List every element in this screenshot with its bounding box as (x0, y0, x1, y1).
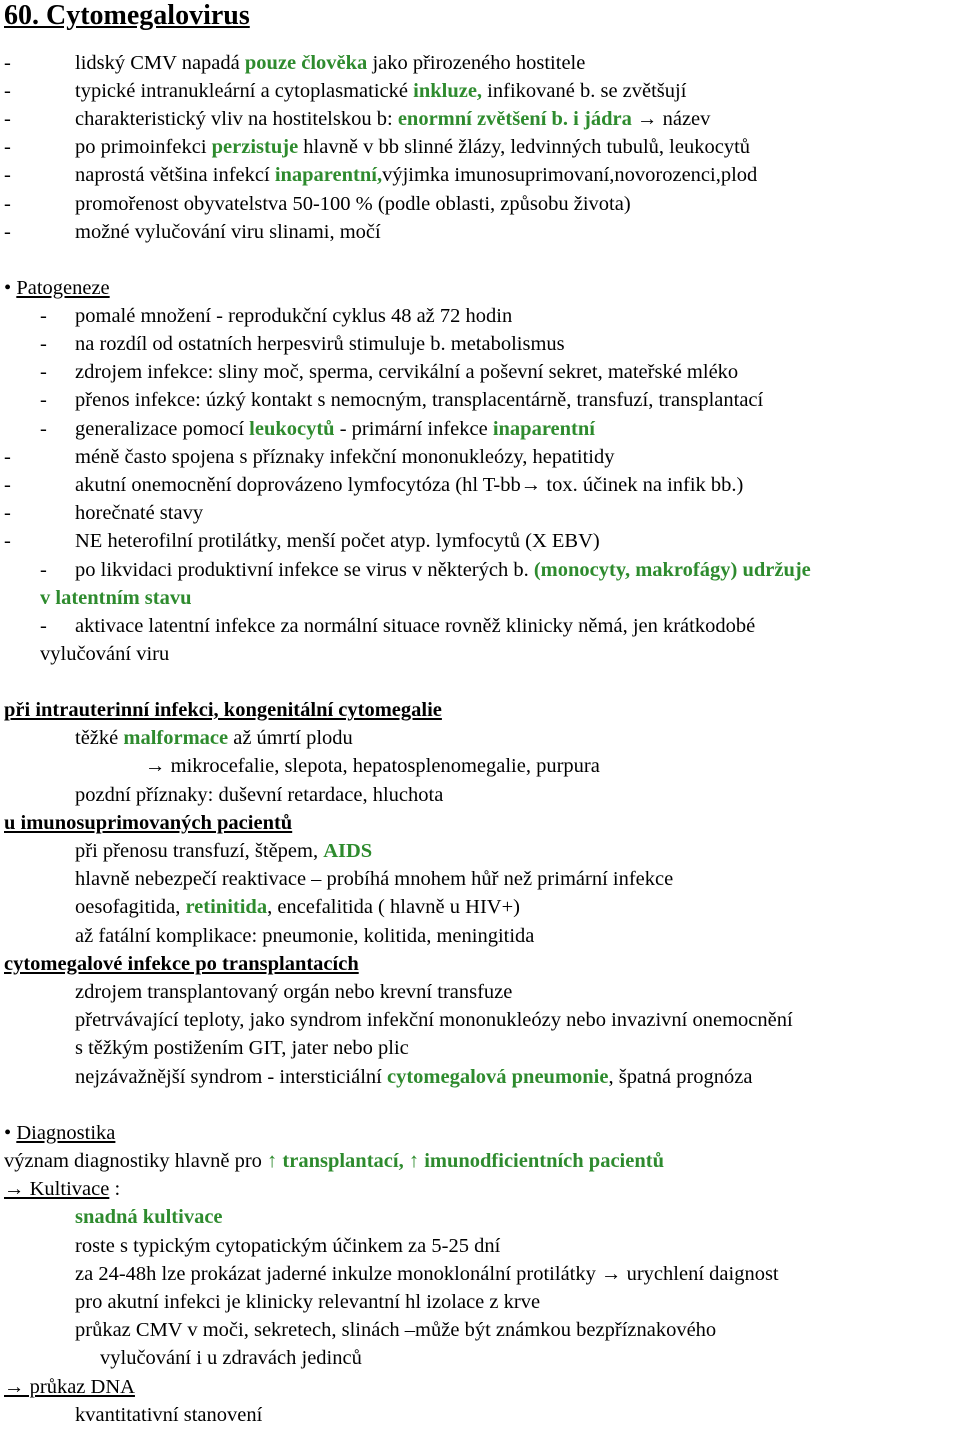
list-dash: - (40, 615, 47, 637)
line-text (4, 1375, 135, 1399)
line-text (4, 698, 442, 722)
text-run: lidský CMV napadá (75, 52, 245, 74)
text-run: jako přirozeného hostitele (367, 52, 586, 74)
highlighted-term: inaparentní (492, 418, 595, 440)
line-text (75, 51, 585, 75)
line-text (75, 135, 750, 159)
list-dash: - (4, 136, 11, 158)
highlighted-term: retinitida (185, 896, 268, 918)
line-text (75, 107, 710, 131)
line-text (75, 895, 520, 919)
line-text (75, 924, 534, 948)
line-text (75, 980, 512, 1004)
heading-text: u imunosuprimovaných pacientů (4, 812, 293, 834)
text-run: pozdní příznaky: duševní retardace, hluchota (75, 784, 444, 806)
text-run: průkaz CMV v moči, sekretech, slinách –může být známkou bezpříznakového (75, 1319, 717, 1341)
text-run: charakteristický vliv na hostitelskou b: (75, 108, 398, 130)
highlighted-term: (monocyty, makrofágy) udržuje (533, 559, 811, 581)
heading-text: Patogeneze (16, 277, 110, 299)
text-run: NE heterofilní protilátky, menší počet atyp. lymfocytů (X EBV) (75, 530, 600, 552)
highlighted-term: pouze člověka (244, 52, 368, 74)
text-run: nejzávažnější syndrom - intersticiální (75, 1066, 387, 1088)
text-run: kvantitativní stanovení (75, 1404, 263, 1426)
text-run: na rozdíl od ostatních herpesvirů stimuluje b. metabolismus (75, 333, 565, 355)
list-dash: - (4, 502, 11, 524)
line-text (75, 304, 512, 328)
text-run: až fatální komplikace: pneumonie, kolitida, meningitida (75, 925, 535, 947)
text-run: , špatná prognóza (608, 1066, 753, 1088)
text-run: význam diagnostiky hlavně pro (4, 1150, 268, 1172)
text-run: zdrojem infekce: sliny moč, sperma, cervikální a poševní sekret, mateřské mléko (75, 361, 739, 383)
highlighted-term: snadná kultivace (75, 1206, 223, 1228)
text-run: méně často spojena s příznaky infekční mononukleózy, hepatitidy (75, 446, 615, 468)
line-text (75, 501, 203, 525)
line-text (4, 1149, 664, 1173)
highlighted-term: enormní zvětšení b. i jádra (397, 108, 632, 130)
list-dash: - (40, 305, 47, 327)
text-run: přetrvávající teploty, jako syndrom infekční mononukleózy nebo invazivní onemocnění (75, 1009, 793, 1031)
text-run: - primární infekce (334, 418, 493, 440)
highlighted-term: ↑ transplantací, ↑ imunodficientních pacientů (267, 1150, 664, 1172)
line-text (75, 529, 600, 553)
highlighted-term: leukocytů (249, 418, 335, 440)
highlighted-term: AIDS (323, 840, 373, 862)
line-text (75, 1290, 540, 1314)
line-text (75, 388, 763, 412)
line-text (75, 614, 755, 638)
line-text (75, 445, 615, 469)
text-run: horečnaté stavy (75, 502, 204, 524)
text-run: s těžkým postižením GIT, jater nebo plic (75, 1037, 409, 1059)
highlighted-term: inkluze, (413, 80, 483, 102)
heading-text: → Kultivace (4, 1178, 110, 1200)
heading-text: cytomegalové infekce po transplantacích (4, 953, 359, 975)
line-text (75, 1318, 716, 1342)
line-text (75, 783, 443, 807)
line-text (4, 952, 359, 976)
text-run: při přenosu transfuzí, štěpem, (75, 840, 324, 862)
list-dash: - (4, 530, 11, 552)
list-dash: - (40, 361, 47, 383)
text-run: typické intranukleární a cytoplasmatické (75, 80, 414, 102)
text-run: za 24-48h lze prokázat jaderné inkulze monoklonální protilátky → urychlení daignost (75, 1263, 779, 1285)
line-text (145, 754, 600, 778)
text-run: hlavně nebezpečí reaktivace – probíhá mnohem hůř než primární infekce (75, 868, 674, 890)
text-run: generalizace pomocí (75, 418, 250, 440)
list-dash: - (4, 108, 11, 130)
text-run: akutní onemocnění doprovázeno lymfocytóza (hl T-bb→ tox. účinek na infik bb.) (75, 474, 744, 496)
line-text (75, 473, 743, 497)
text-run: oesofagitida, (75, 896, 186, 918)
line-text (75, 192, 631, 216)
line-text (100, 1346, 362, 1370)
text-run: možné vylučování viru slinami, močí (75, 221, 381, 243)
line-text (75, 1008, 793, 1032)
highlighted-term: cytomegalová pneumonie (386, 1066, 609, 1088)
list-dash: - (4, 52, 11, 74)
text-run: naprostá většina infekcí (75, 164, 275, 186)
text-run: přenos infekce: úzký kontakt s nemocným, transplacentárně, transfuzí, transplantací (75, 389, 764, 411)
text-run: • (4, 277, 17, 299)
text-run: po primoinfekci (75, 136, 212, 158)
text-run: • (4, 1122, 17, 1144)
list-dash: - (4, 164, 11, 186)
line-text (75, 332, 565, 356)
text-run: zdrojem transplantovaný orgán nebo krevní transfuze (75, 981, 513, 1003)
text-run: hlavně v bb slinné žlázy, ledvinných tubulů, leukocytů (298, 136, 751, 158)
text-run: po likvidaci produktivní infekce se virus v některých b. (75, 559, 534, 581)
text-run: těžké (75, 727, 124, 749)
text-run: , encefalitida ( hlavně u HIV+) (267, 896, 520, 918)
line-text (75, 360, 738, 384)
list-dash: - (4, 474, 11, 496)
text-run: roste s typickým cytopatickým účinkem za 5-25 dní (75, 1235, 501, 1257)
heading-text: Diagnostika (16, 1122, 116, 1144)
line-text (75, 558, 811, 582)
highlighted-term: malformace (123, 727, 229, 749)
line-text (75, 726, 353, 750)
line-text (75, 1036, 409, 1060)
list-dash: - (4, 80, 11, 102)
list-dash: - (4, 446, 11, 468)
line-text (75, 867, 673, 891)
line-text (75, 1234, 500, 1258)
line-text (40, 642, 169, 666)
highlighted-term: perzistuje (211, 136, 299, 158)
line-text (75, 1065, 753, 1089)
text-run: infikované b. se zvětšují (482, 80, 687, 102)
line-text (40, 586, 191, 610)
line-text (75, 1205, 223, 1229)
text-run: vylučování i u zdravách jedinců (100, 1347, 362, 1369)
line-text (75, 79, 686, 103)
text-run: až úmrtí plodu (228, 727, 353, 749)
heading-text: → průkaz DNA (4, 1376, 135, 1398)
line-text (75, 220, 381, 244)
text-run: aktivace latentní infekce za normální situace rovněž klinicky němá, jen krátkodobé (75, 615, 756, 637)
page-title: 60. Cytomegalovirus (4, 0, 250, 31)
text-run: pomalé množení - reprodukční cyklus 48 až 72 hodin (75, 305, 513, 327)
list-dash: - (4, 221, 11, 243)
line-text (4, 1121, 115, 1145)
highlighted-term: inaparentní, (274, 164, 383, 186)
list-dash: - (40, 389, 47, 411)
text-run: promořenost obyvatelstva 50-100 % (podle oblasti, způsobu života) (75, 193, 631, 215)
line-text (4, 1177, 120, 1201)
highlighted-term: v latentním stavu (40, 587, 192, 609)
line-text (4, 811, 292, 835)
list-dash: - (4, 193, 11, 215)
line-text (75, 417, 595, 441)
line-text (75, 839, 372, 863)
text-run: pro akutní infekci je klinicky relevantní hl izolace z krve (75, 1291, 541, 1313)
heading-text: při intrauterinní infekci, kongenitální cytomegalie (4, 699, 442, 721)
text-run: : (109, 1178, 121, 1200)
text-run: vylučování viru (40, 643, 170, 665)
line-text (75, 1262, 779, 1286)
text-run: → název (631, 108, 711, 130)
text-run: → mikrocefalie, slepota, hepatosplenomegalie, purpura (145, 755, 600, 777)
text-run: výjimka imunosuprimovaní,novorozenci,plod (382, 164, 758, 186)
line-text (4, 276, 110, 300)
line-text (75, 1403, 262, 1427)
list-dash: - (40, 418, 47, 440)
list-dash: - (40, 559, 47, 581)
line-text (75, 163, 757, 187)
list-dash: - (40, 333, 47, 355)
